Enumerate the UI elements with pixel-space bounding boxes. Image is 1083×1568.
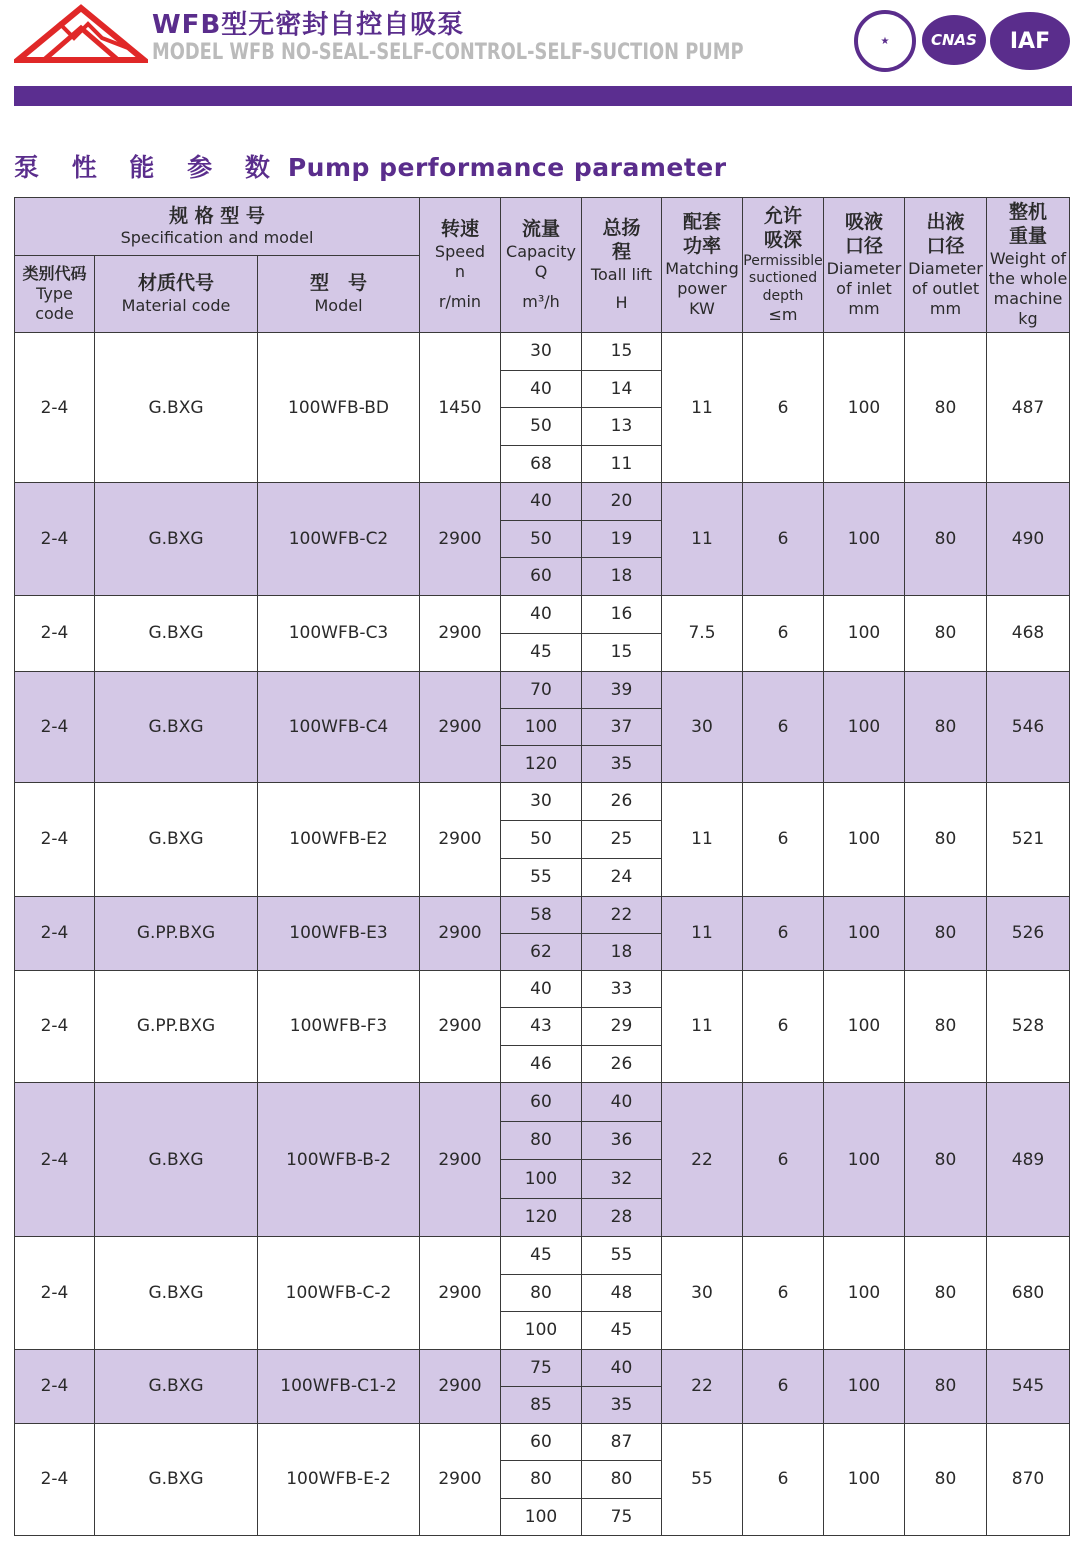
- cell-model: 100WFB-BD: [258, 333, 420, 483]
- cell-power: 11: [662, 782, 743, 896]
- cell-depth: 6: [743, 1423, 824, 1536]
- cell-capacity: 46: [501, 1045, 582, 1083]
- cell-outlet: 80: [905, 782, 987, 896]
- cell-type: 2-4: [15, 333, 95, 483]
- cell-lift: 24: [582, 858, 662, 896]
- cell-lift: 19: [582, 520, 662, 558]
- cell-lift: 18: [582, 933, 662, 970]
- cell-model: 100WFB-E2: [258, 782, 420, 896]
- cell-lift: 45: [582, 1312, 662, 1350]
- cell-capacity: 30: [501, 782, 582, 820]
- header-speed: 转速 Speed n r/min: [420, 198, 501, 333]
- header-type: 类别代码 Type code: [15, 256, 95, 333]
- cell-material: G.BXG: [95, 1237, 258, 1350]
- cell-material: G.BXG: [95, 1083, 258, 1237]
- cell-capacity: 40: [501, 483, 582, 521]
- cell-material: G.BXG: [95, 333, 258, 483]
- cell-weight: 870: [987, 1423, 1070, 1536]
- cell-lift: 20: [582, 483, 662, 521]
- cell-outlet: 80: [905, 595, 987, 671]
- cell-lift: 26: [582, 1045, 662, 1083]
- cell-speed: 2900: [420, 595, 501, 671]
- cell-capacity: 60: [501, 558, 582, 596]
- page-title-en: MODEL WFB NO-SEAL-SELF-CONTROL-SELF-SUCTION PUMP: [152, 40, 744, 65]
- cell-capacity: 30: [501, 333, 582, 371]
- cell-inlet: 100: [824, 671, 905, 782]
- cell-weight: 526: [987, 896, 1070, 970]
- cell-depth: 6: [743, 483, 824, 596]
- iaf-badge: IAF: [990, 12, 1070, 70]
- cell-model: 100WFB-E3: [258, 896, 420, 970]
- cell-capacity: 80: [501, 1274, 582, 1312]
- table-row: [15, 1083, 1070, 1122]
- cell-speed: 2900: [420, 1423, 501, 1536]
- cell-model: 100WFB-C3: [258, 595, 420, 671]
- cell-material: G.BXG: [95, 1423, 258, 1536]
- company-logo: [14, 4, 148, 64]
- cell-power: 11: [662, 333, 743, 483]
- cell-material: G.BXG: [95, 671, 258, 782]
- cell-type: 2-4: [15, 970, 95, 1083]
- header-power: 配套功率 Matching power KW: [662, 198, 743, 333]
- cell-weight: 680: [987, 1237, 1070, 1350]
- cell-inlet: 100: [824, 1423, 905, 1536]
- cell-depth: 6: [743, 1237, 824, 1350]
- cell-capacity: 45: [501, 1237, 582, 1275]
- header-spec: 规 格 型 号 Specification and model: [15, 198, 420, 256]
- header-capacity: 流量 Capacity Q m³/h: [501, 198, 582, 333]
- cell-weight: 489: [987, 1083, 1070, 1237]
- cell-lift: 13: [582, 408, 662, 446]
- header-divider-bar: [14, 86, 1072, 106]
- section-title-cn: 泵 性 能 参 数: [14, 153, 282, 182]
- cell-lift: 40: [582, 1349, 662, 1386]
- cell-depth: 6: [743, 970, 824, 1083]
- cell-weight: 487: [987, 333, 1070, 483]
- page-header: [0, 0, 1083, 110]
- cell-power: 11: [662, 970, 743, 1083]
- cell-speed: 2900: [420, 1349, 501, 1423]
- cell-inlet: 100: [824, 1349, 905, 1423]
- section-title: [14, 148, 727, 184]
- table-row: [15, 333, 1070, 371]
- cell-capacity: 40: [501, 970, 582, 1008]
- table-row: [15, 595, 1070, 633]
- cell-capacity: 40: [501, 595, 582, 633]
- cnas-badge: CNAS: [922, 15, 986, 65]
- table-row: [15, 1237, 1070, 1275]
- cell-type: 2-4: [15, 483, 95, 596]
- cell-lift: 32: [582, 1160, 662, 1199]
- cell-inlet: 100: [824, 595, 905, 671]
- cell-type: 2-4: [15, 1083, 95, 1237]
- table-body: [15, 333, 1070, 1536]
- cell-capacity: 100: [501, 1498, 582, 1536]
- cell-depth: 6: [743, 595, 824, 671]
- cell-capacity: 68: [501, 445, 582, 483]
- cell-lift: 14: [582, 370, 662, 408]
- cell-capacity: 120: [501, 1198, 582, 1237]
- cell-weight: 490: [987, 483, 1070, 596]
- cell-lift: 22: [582, 896, 662, 933]
- cell-model: 100WFB-C1-2: [258, 1349, 420, 1423]
- cell-capacity: 43: [501, 1008, 582, 1046]
- cell-material: G.BXG: [95, 595, 258, 671]
- cell-inlet: 100: [824, 333, 905, 483]
- certification-seal-icon: ★: [854, 10, 916, 72]
- cell-inlet: 100: [824, 782, 905, 896]
- header-lift: 总扬程 Toall lift H: [582, 198, 662, 333]
- cell-depth: 6: [743, 671, 824, 782]
- cell-lift: 35: [582, 1386, 662, 1423]
- cell-lift: 37: [582, 708, 662, 745]
- cell-outlet: 80: [905, 1423, 987, 1536]
- cell-inlet: 100: [824, 896, 905, 970]
- cell-speed: 2900: [420, 1083, 501, 1237]
- cell-outlet: 80: [905, 1237, 987, 1350]
- cell-power: 22: [662, 1083, 743, 1237]
- cell-depth: 6: [743, 333, 824, 483]
- cell-lift: 28: [582, 1198, 662, 1237]
- cell-lift: 15: [582, 633, 662, 671]
- cell-model: 100WFB-C2: [258, 483, 420, 596]
- cell-outlet: 80: [905, 483, 987, 596]
- header-outlet: 出液口径 Diameter of outlet mm: [905, 198, 987, 333]
- cell-capacity: 58: [501, 896, 582, 933]
- cell-inlet: 100: [824, 483, 905, 596]
- cell-weight: 528: [987, 970, 1070, 1083]
- cell-model: 100WFB-E-2: [258, 1423, 420, 1536]
- cell-power: 55: [662, 1423, 743, 1536]
- cell-lift: 16: [582, 595, 662, 633]
- cell-power: 22: [662, 1349, 743, 1423]
- cell-capacity: 100: [501, 1160, 582, 1199]
- table-row: [15, 1423, 1070, 1461]
- table-row: [15, 970, 1070, 1008]
- cell-capacity: 85: [501, 1386, 582, 1423]
- header-model: 型 号 Model: [258, 256, 420, 333]
- cell-lift: 40: [582, 1083, 662, 1122]
- cell-power: 30: [662, 1237, 743, 1350]
- cell-lift: 33: [582, 970, 662, 1008]
- cell-outlet: 80: [905, 671, 987, 782]
- cell-capacity: 55: [501, 858, 582, 896]
- cell-outlet: 80: [905, 1083, 987, 1237]
- cell-capacity: 62: [501, 933, 582, 970]
- cell-speed: 2900: [420, 970, 501, 1083]
- cell-material: G.BXG: [95, 1349, 258, 1423]
- cell-lift: 48: [582, 1274, 662, 1312]
- cell-capacity: 120: [501, 745, 582, 782]
- cell-lift: 75: [582, 1498, 662, 1536]
- cell-lift: 87: [582, 1423, 662, 1461]
- cell-capacity: 70: [501, 671, 582, 708]
- cell-material: G.PP.BXG: [95, 896, 258, 970]
- cell-capacity: 45: [501, 633, 582, 671]
- cell-lift: 36: [582, 1121, 662, 1160]
- cell-depth: 6: [743, 782, 824, 896]
- header-material: 材质代号 Material code: [95, 256, 258, 333]
- cell-lift: 15: [582, 333, 662, 371]
- cell-capacity: 50: [501, 408, 582, 446]
- cell-speed: 2900: [420, 782, 501, 896]
- cell-speed: 2900: [420, 896, 501, 970]
- cell-type: 2-4: [15, 1237, 95, 1350]
- cell-power: 11: [662, 483, 743, 596]
- cell-lift: 80: [582, 1461, 662, 1499]
- cell-lift: 26: [582, 782, 662, 820]
- table-row: [15, 483, 1070, 521]
- cell-capacity: 40: [501, 370, 582, 408]
- cell-power: 30: [662, 671, 743, 782]
- cell-capacity: 50: [501, 820, 582, 858]
- cell-speed: 1450: [420, 333, 501, 483]
- cell-model: 100WFB-C-2: [258, 1237, 420, 1350]
- cell-depth: 6: [743, 1349, 824, 1423]
- table-row: [15, 782, 1070, 820]
- cell-speed: 2900: [420, 671, 501, 782]
- cell-capacity: 75: [501, 1349, 582, 1386]
- section-title-en: Pump performance parameter: [287, 153, 727, 182]
- cell-inlet: 100: [824, 970, 905, 1083]
- header-weight: 整机重量 Weight of the whole machine kg: [987, 198, 1070, 333]
- header-inlet: 吸液口径 Diameter of inlet mm: [824, 198, 905, 333]
- cell-outlet: 80: [905, 333, 987, 483]
- cell-weight: 545: [987, 1349, 1070, 1423]
- cell-weight: 468: [987, 595, 1070, 671]
- cell-weight: 546: [987, 671, 1070, 782]
- cell-outlet: 80: [905, 896, 987, 970]
- cell-capacity: 100: [501, 1312, 582, 1350]
- table-row: [15, 896, 1070, 933]
- page-title-cn: WFB型无密封自控自吸泵: [152, 10, 465, 40]
- cell-power: 11: [662, 896, 743, 970]
- cell-depth: 6: [743, 1083, 824, 1237]
- cell-inlet: 100: [824, 1237, 905, 1350]
- cell-model: 100WFB-B-2: [258, 1083, 420, 1237]
- cell-material: G.PP.BXG: [95, 970, 258, 1083]
- cell-weight: 521: [987, 782, 1070, 896]
- cell-capacity: 80: [501, 1121, 582, 1160]
- cell-type: 2-4: [15, 671, 95, 782]
- cell-inlet: 100: [824, 1083, 905, 1237]
- cell-outlet: 80: [905, 970, 987, 1083]
- cell-type: 2-4: [15, 595, 95, 671]
- cell-lift: 11: [582, 445, 662, 483]
- cell-material: G.BXG: [95, 782, 258, 896]
- cell-outlet: 80: [905, 1349, 987, 1423]
- cell-speed: 2900: [420, 483, 501, 596]
- cell-speed: 2900: [420, 1237, 501, 1350]
- cell-lift: 39: [582, 671, 662, 708]
- cell-model: 100WFB-F3: [258, 970, 420, 1083]
- cell-capacity: 80: [501, 1461, 582, 1499]
- cell-depth: 6: [743, 896, 824, 970]
- cell-type: 2-4: [15, 1423, 95, 1536]
- table-header: [15, 198, 1070, 333]
- cell-material: G.BXG: [95, 483, 258, 596]
- cell-lift: 18: [582, 558, 662, 596]
- cell-capacity: 100: [501, 708, 582, 745]
- cell-lift: 55: [582, 1237, 662, 1275]
- table-row: [15, 1349, 1070, 1386]
- cell-capacity: 60: [501, 1083, 582, 1122]
- cell-power: 7.5: [662, 595, 743, 671]
- cell-type: 2-4: [15, 896, 95, 970]
- cell-lift: 25: [582, 820, 662, 858]
- header-depth: 允许吸深 Permissible suctioned depth ≤m: [743, 198, 824, 333]
- cell-model: 100WFB-C4: [258, 671, 420, 782]
- performance-table: [14, 197, 1070, 1536]
- cell-capacity: 60: [501, 1423, 582, 1461]
- cell-capacity: 50: [501, 520, 582, 558]
- table-row: [15, 671, 1070, 708]
- cell-type: 2-4: [15, 1349, 95, 1423]
- cell-type: 2-4: [15, 782, 95, 896]
- cell-lift: 29: [582, 1008, 662, 1046]
- cell-lift: 35: [582, 745, 662, 782]
